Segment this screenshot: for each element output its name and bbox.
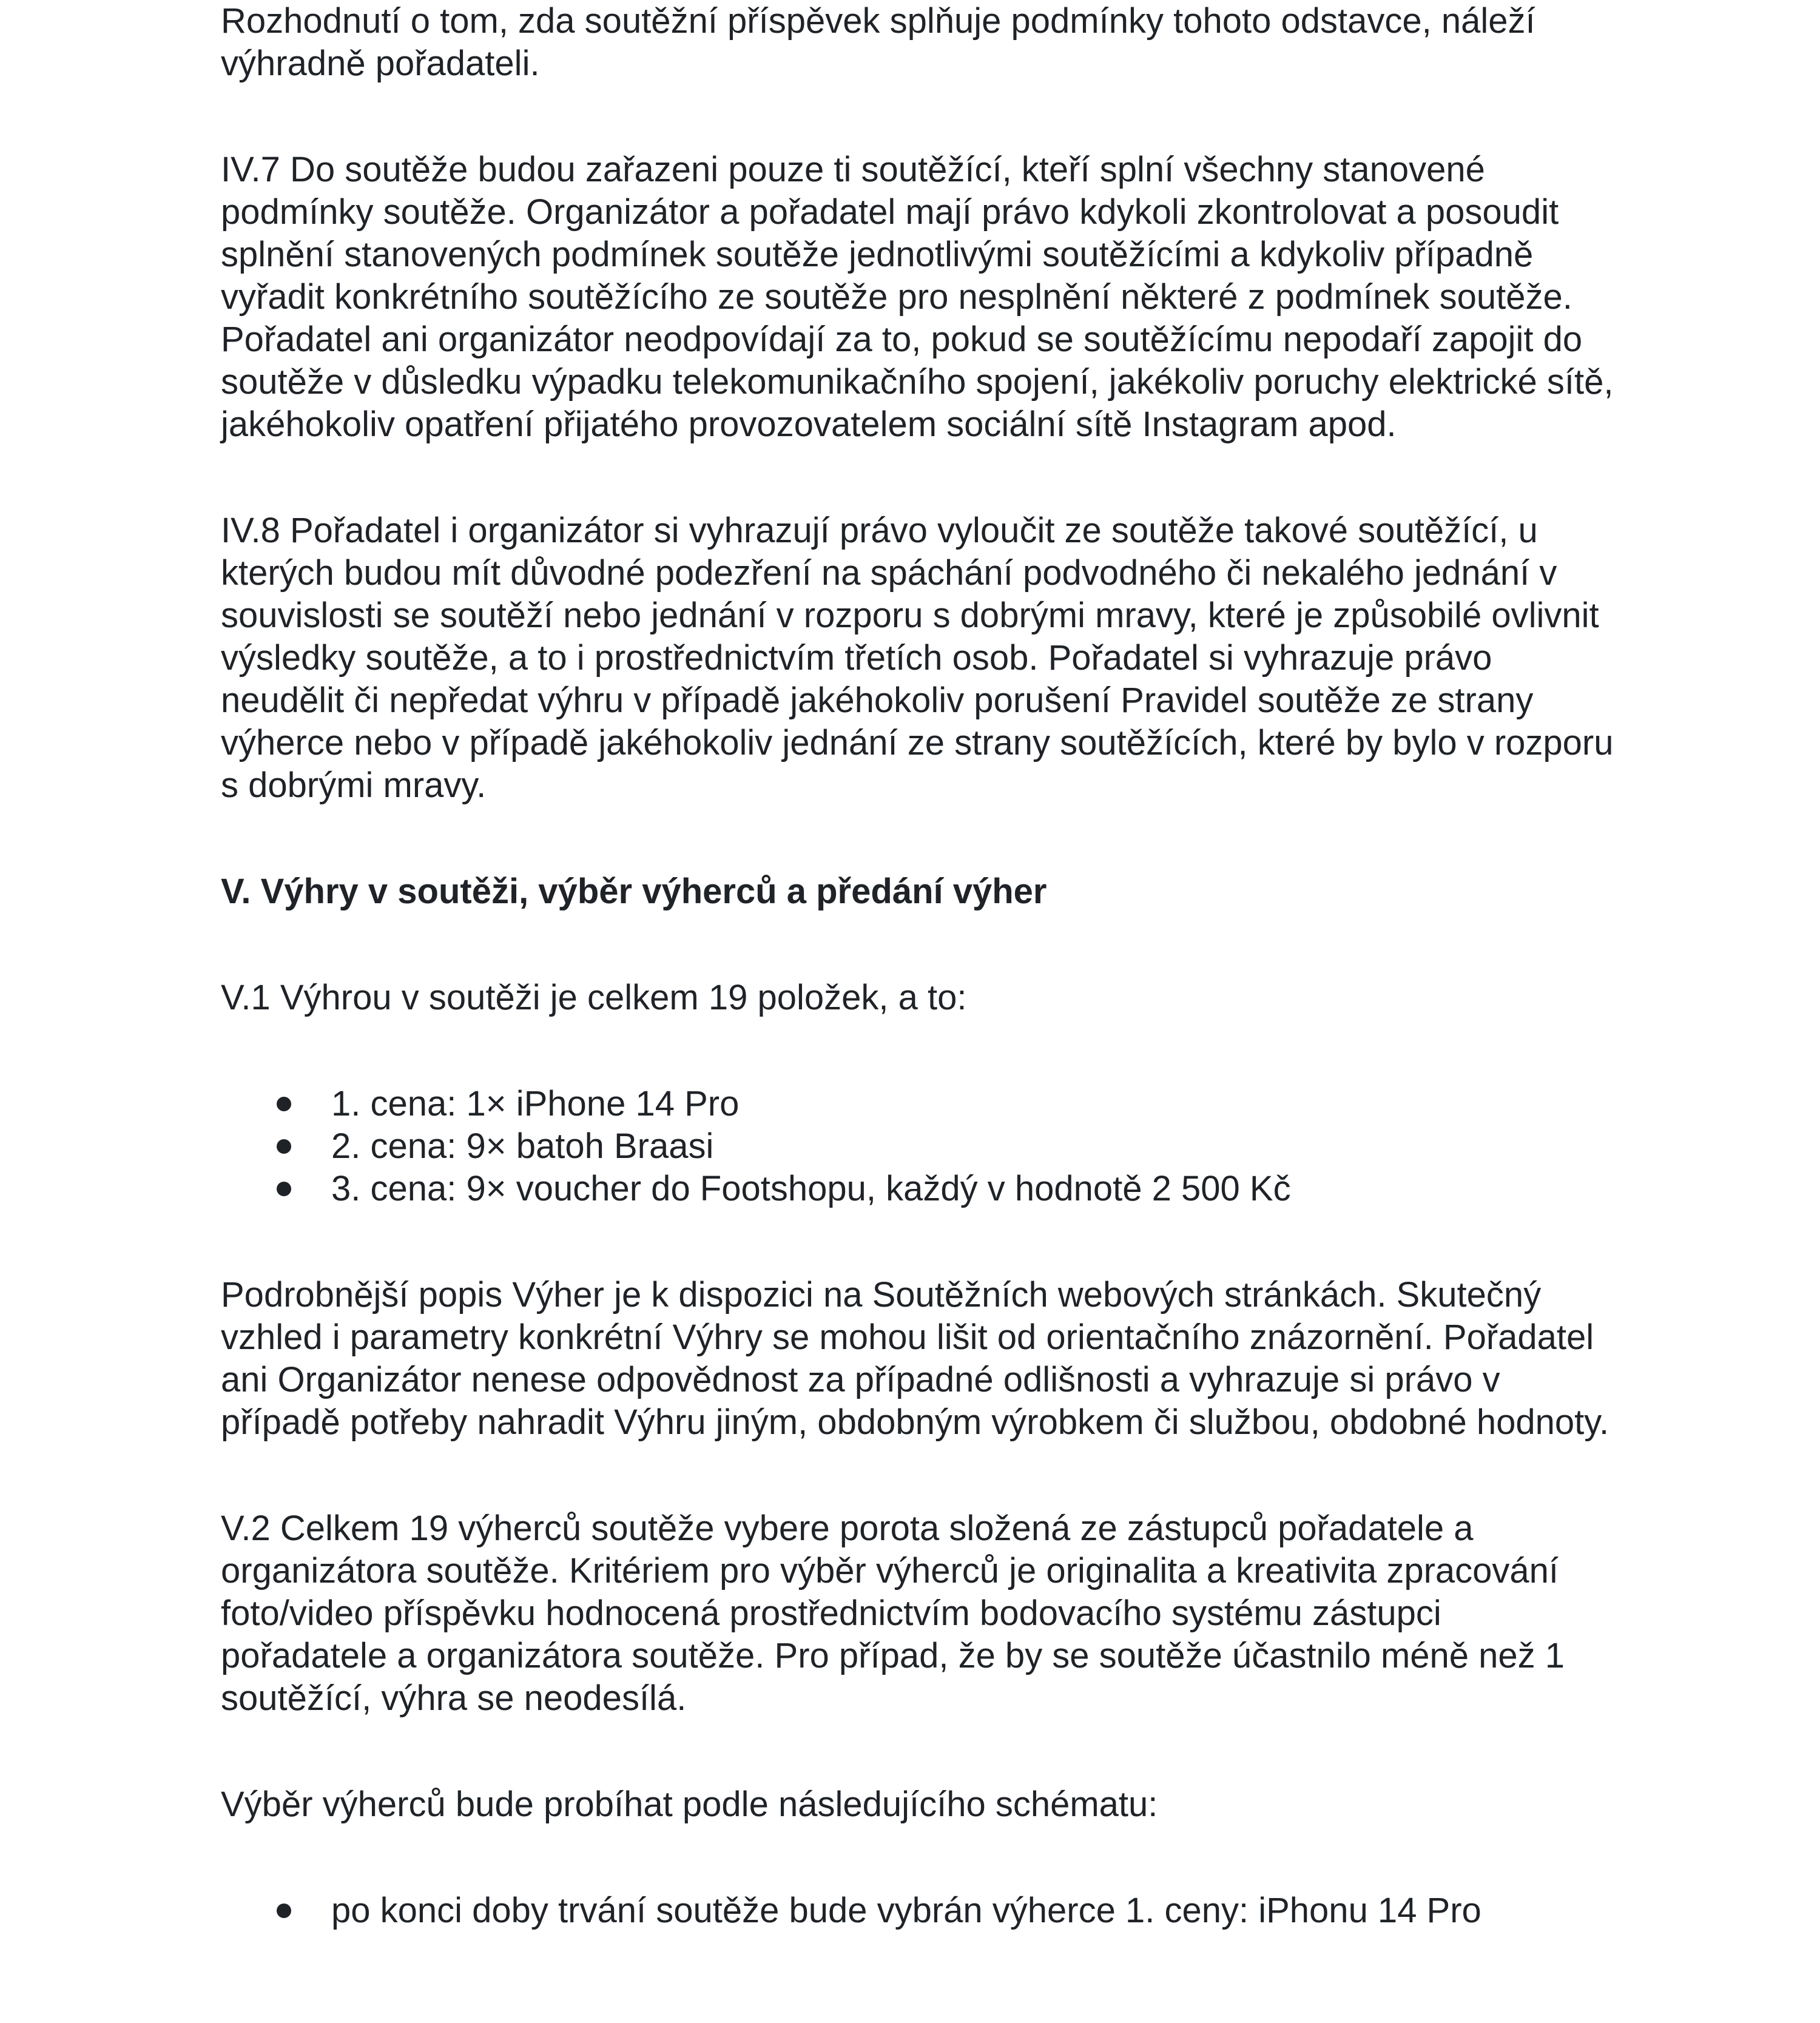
spacer: [221, 913, 1616, 977]
spacer: [221, 807, 1616, 870]
list-item-text: 3. cena: 9× voucher do Footshopu, každý v hodnotě 2 500 Kč: [331, 1169, 1291, 1208]
spacer: [221, 1210, 1616, 1274]
paragraph-v2: V.2 Celkem 19 výherců soutěže vybere porota složená ze zástupců pořadatele a organizátora soutěže. Kritériem pro výběr výherců je originalita a kreativita zpracování foto/video příspěvku hodnocená prostřednictvím bodovacího systému zástupci pořadatele a organizátora soutěže. Pro případ, že by se soutěže účastnilo méně než 1 soutěžící, výhra se neodesílá.: [221, 1509, 1565, 1718]
spacer: [221, 1826, 1616, 1890]
list-item-text: 1. cena: 1× iPhone 14 Pro: [331, 1084, 740, 1123]
spacer: [221, 1720, 1616, 1783]
list-item: [221, 1890, 1616, 1932]
spacer: [221, 1019, 1616, 1083]
section-heading-v: V. Výhry v soutěži, výběr výherců a předání výher: [221, 872, 1047, 911]
list-item-text: po konci doby trvání soutěže bude vybrán výherce 1. ceny: iPhonu 14 Pro: [331, 1891, 1481, 1930]
list-item: [221, 1125, 1616, 1168]
prize-list: [221, 1083, 1616, 1210]
paragraph-details: Podrobnější popis Výher je k dispozici na Soutěžních webových stránkách. Skutečný vzhled i parametry konkrétní Výhry se mohou lišit od orientačního znázornění. Pořadatel ani Organizátor nenese odpovědnost za případné odlišnosti a vyhrazuje si právo v případě potřeby nahradit Výhru jiným, obdobným výrobkem či službou, obdobné hodnoty.: [221, 1275, 1609, 1442]
bullet-icon: [277, 1904, 291, 1918]
list-item-text: 2. cena: 9× batoh Braasi: [331, 1126, 714, 1166]
list-item: [221, 1083, 1616, 1125]
schema-list: [221, 1890, 1616, 1932]
list-item: [221, 1168, 1616, 1210]
paragraph-intro: Rozhodnutí o tom, zda soutěžní příspěvek splňuje podmínky tohoto odstavce, náleží výhradně pořadateli.: [221, 1, 1535, 83]
bullet-icon: [277, 1097, 291, 1111]
paragraph-schema: Výběr výherců bude probíhat podle následujícího schématu:: [221, 1785, 1158, 1824]
bullet-icon: [277, 1182, 291, 1196]
bullet-icon: [277, 1139, 291, 1154]
paragraph-v1: V.1 Výhrou v soutěži je celkem 19 položek, a to:: [221, 978, 967, 1017]
spacer: [221, 1444, 1616, 1507]
spacer: [221, 446, 1616, 510]
document-body: [221, 0, 1616, 1932]
paragraph-iv7: IV.7 Do soutěže budou zařazeni pouze ti soutěžící, kteří splní všechny stanovené podmínky soutěže. Organizátor a pořadatel mají právo kdykoli zkontrolovat a posoudit splnění stanovených podmínek soutěže jednotlivými soutěžícími a kdykoliv případně vyřadit konkrétního soutěžícího ze soutěže pro nesplnění některé z podmínek soutěže. Pořadatel ani organizátor neodpovídají za to, pokud se soutěžícímu nepodaří zapojit do soutěže v důsledku výpadku telekomunikačního spojení, jakékoliv poruchy elektrické sítě, jakéhokoliv opatření přijatého provozovatelem sociální sítě Instagram apod.: [221, 150, 1614, 444]
spacer: [221, 85, 1616, 149]
paragraph-iv8: IV.8 Pořadatel i organizátor si vyhrazují právo vyloučit ze soutěže takové soutěžící, u kterých budou mít důvodné podezření na spáchání podvodného či nekalého jednání v souvislosti se soutěží nebo jednání v rozporu s dobrými mravy, které je způsobilé ovlivnit výsledky soutěže, a to i prostřednictvím třetích osob. Pořadatel si vyhrazuje právo neudělit či nepředat výhru v případě jakéhokoliv porušení Pravidel soutěže ze strany výherce nebo v případě jakéhokoliv jednání ze strany soutěžících, které by bylo v rozporu s dobrými mravy.: [221, 511, 1614, 805]
